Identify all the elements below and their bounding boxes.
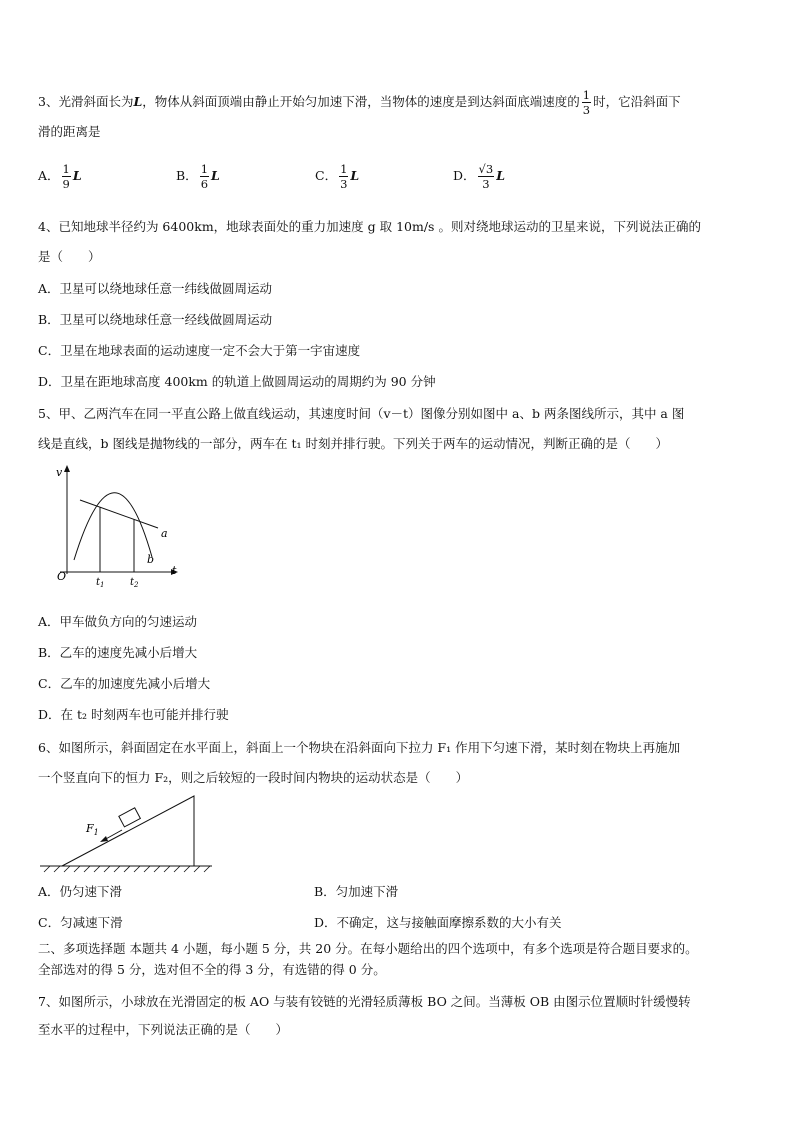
q3-fraction xyxy=(582,88,591,117)
q5-option-c[interactable]: C．乙车的加速度先减小后增大 xyxy=(38,676,211,691)
q3-option-b-num: 1 xyxy=(200,162,209,176)
q4-option-a[interactable]: A．卫星可以绕地球任意一纬线做圆周运动 xyxy=(38,281,273,296)
q3-option-a-frac xyxy=(62,162,71,191)
q3-stem-line1 xyxy=(38,88,681,117)
q4-option-b[interactable]: B．卫星可以绕地球任意一经线做圆周运动 xyxy=(38,312,273,327)
section2-instructions-line2: 全部选对的得 5 分，选对但不全的得 3 分，有选错的得 0 分。 xyxy=(38,962,386,977)
t1-label xyxy=(96,577,105,589)
q6-stem-line1: 6、如图所示，斜面固定在水平面上，斜面上一个物块在沿斜面向下拉力 F₁ 作用下匀速下滑，某时刻在物块上再施加 xyxy=(38,740,681,755)
q3-option-a-den: 9 xyxy=(62,177,70,191)
v-axis-arrow-icon xyxy=(64,465,70,472)
q5-option-d[interactable]: D．在 t₂ 时刻两车也可能并排行驶 xyxy=(38,707,229,722)
t2-subscript: 2 xyxy=(134,581,139,589)
q3-option-c-num: 1 xyxy=(340,162,348,176)
incline-triangle xyxy=(62,796,194,866)
q6-stem-line2: 一个竖直向下的恒力 F₂，则之后较短的一段时间内物块的运动状态是（ ） xyxy=(38,770,469,785)
q3-text-a: 3、光滑斜面长为 xyxy=(38,94,134,109)
q3-option-c-label: C． xyxy=(315,168,338,183)
q6-option-c[interactable]: C．匀减速下滑 xyxy=(38,915,123,930)
t1-letter: t xyxy=(96,577,101,588)
q3-option-b-frac xyxy=(200,162,209,191)
q3-option-a[interactable] xyxy=(38,162,82,191)
q6-incline-figure xyxy=(40,792,215,874)
q3-text-c: 时，它沿斜面下 xyxy=(593,94,681,109)
q3-option-a-num: 1 xyxy=(62,162,70,176)
q6-option-b[interactable]: B．匀加速下滑 xyxy=(314,884,399,899)
q3-option-d-label: D． xyxy=(453,168,476,183)
q5-stem-line2: 线是直线，b 图线是抛物线的一部分，两车在 t₁ 时刻并排行驶。下列关于两车的运动情况，判断正确的是（ ） xyxy=(38,436,668,451)
section2-instructions-line1: 二、多项选择题 本题共 4 小题，每小题 5 分，共 20 分。在每小题给出的四个选项中，有多个选项是符合题目要求的。 xyxy=(38,941,698,956)
q3-option-d-frac xyxy=(478,162,495,191)
q3-option-c-den: 3 xyxy=(340,177,348,191)
q3-option-b-label: B． xyxy=(176,168,198,183)
q3-option-a-label: A． xyxy=(38,168,60,183)
q4-stem-line2: 是（ ） xyxy=(38,249,101,264)
q6-option-d[interactable]: D．不确定，这与接触面摩擦系数的大小有关 xyxy=(314,915,562,930)
q3-option-d-den: 3 xyxy=(482,177,490,191)
q3-frac-den: 3 xyxy=(582,103,591,117)
q4-stem-line1: 4、已知地球半径约为 6400km，地球表面处的重力加速度 g 取 10m/s 。则对绕地球运动的卫星来说，下列说法正确的 xyxy=(38,219,701,234)
q3-stem-line2: 滑的距离是 xyxy=(38,124,101,139)
ground-hatching xyxy=(44,866,210,872)
q3-text-b: ，物体从斜面顶端由静止开始匀加速下滑，当物体的速度是到达斜面底端速度的 xyxy=(142,94,580,109)
q3-option-c-var: L xyxy=(350,168,360,183)
q3-option-d[interactable] xyxy=(453,162,505,191)
q6-option-a[interactable]: A．仍匀速下滑 xyxy=(38,884,123,899)
q3-var-L: L xyxy=(133,94,143,109)
block xyxy=(119,808,141,827)
q5-option-b[interactable]: B．乙车的速度先减小后增大 xyxy=(38,645,198,660)
q3-option-b-var: L xyxy=(211,168,220,183)
t2-label xyxy=(130,577,139,589)
q3-option-a-var: L xyxy=(72,168,82,183)
q5-vt-graph xyxy=(40,462,190,592)
curve-b xyxy=(74,493,152,560)
q3-option-c-frac xyxy=(339,162,348,191)
q4-option-d[interactable]: D．卫星在距地球高度 400km 的轨道上做圆周运动的周期约为 90 分钟 xyxy=(38,374,436,389)
origin-label: O xyxy=(57,570,67,583)
force-f1-label xyxy=(85,822,99,837)
t1-subscript: 1 xyxy=(100,581,105,589)
line-a-label: a xyxy=(161,527,168,540)
t2-letter: t xyxy=(130,577,135,588)
force-f1-arrowhead-icon xyxy=(100,836,108,842)
curve-b-label: b xyxy=(147,553,155,566)
q5-stem-line1: 5、甲、乙两汽车在同一平直公路上做直线运动，其速度时间（v－t）图像分别如图中 a、b 两条图线所示，其中 a 图 xyxy=(38,406,685,421)
v-axis-label: v xyxy=(56,466,63,479)
force-f-subscript: 1 xyxy=(93,828,99,837)
q3-option-b[interactable] xyxy=(176,162,220,191)
force-f-letter: F xyxy=(86,822,94,835)
q7-stem-line1: 7、如图所示，小球放在光滑固定的板 AO 与装有铰链的光滑轻质薄板 BO 之间。当薄板 OB 由图示位置顺时针缓慢转 xyxy=(38,994,691,1009)
q3-option-b-den: 6 xyxy=(200,177,209,191)
q3-option-c[interactable] xyxy=(315,162,359,191)
q3-option-d-num: √3 xyxy=(478,162,494,176)
q3-frac-num: 1 xyxy=(582,88,591,102)
q3-option-d-var: L xyxy=(496,168,505,183)
t-axis-label: t xyxy=(172,564,177,577)
q5-option-a[interactable]: A．甲车做负方向的匀速运动 xyxy=(38,614,198,629)
q4-option-c[interactable]: C．卫星在地球表面的运动速度一定不会大于第一宇宙速度 xyxy=(38,343,361,358)
q7-stem-line2: 至水平的过程中，下列说法正确的是（ ） xyxy=(38,1022,289,1037)
